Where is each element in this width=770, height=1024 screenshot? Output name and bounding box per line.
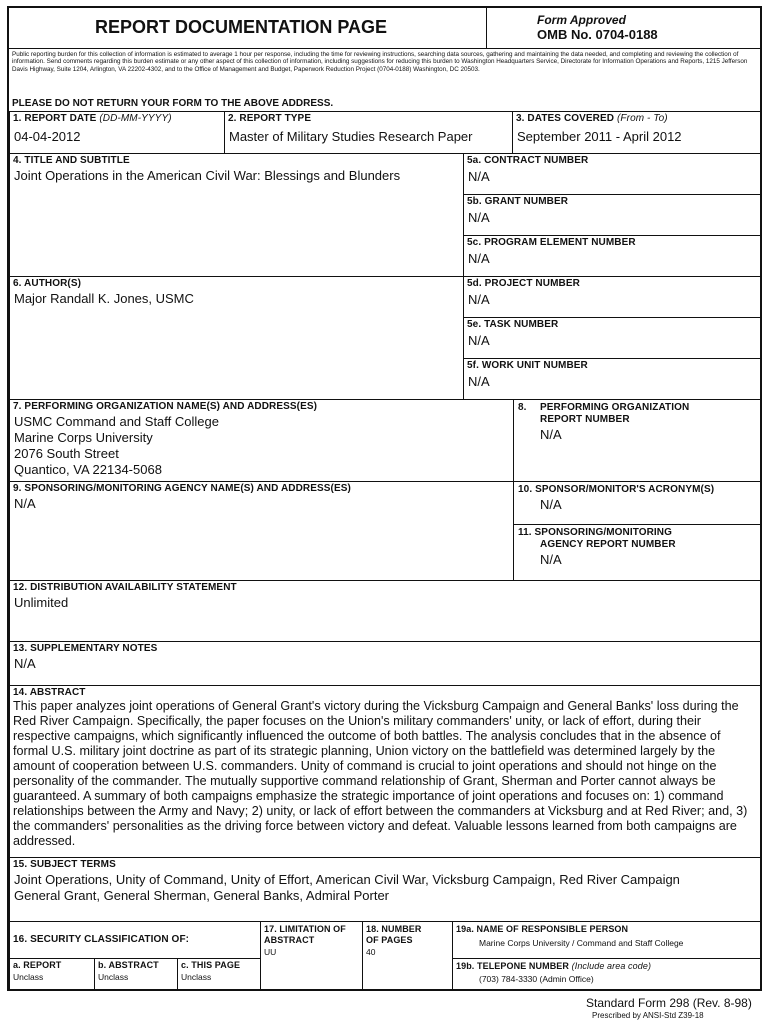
title-cell: [9, 153, 464, 277]
report-type-label: 2. REPORT TYPE: [228, 113, 312, 124]
subject-terms-cell: [9, 857, 762, 922]
telephone-value[interactable]: (703) 784-3330 (Admin Office): [479, 974, 594, 984]
subject-terms-label: 15. SUBJECT TERMS: [13, 859, 116, 870]
num-pages-label-2: OF PAGES: [366, 935, 413, 945]
report-date-cell: [9, 111, 225, 154]
report-date-hint: (DD-MM-YYYY): [99, 113, 172, 124]
performing-report-label-1: PERFORMING ORGANIZATION: [540, 402, 690, 413]
program-element-label: 5c. PROGRAM ELEMENT NUMBER: [467, 237, 636, 248]
security-abstract-value[interactable]: Unclass: [98, 972, 129, 982]
sponsor-acronym-value[interactable]: N/A: [540, 497, 562, 512]
security-abstract-cell: [94, 958, 178, 991]
project-number-value[interactable]: N/A: [468, 292, 490, 307]
burden-statement: Public reporting burden for this collection of information is estimated to average 1 hour per response, including the time for reviewing instructions, searching data sources, gathering and maintaining the data needed, and completing and reviewing the collection of information. Send comments regarding this burden estimate or any other aspect of this collection of information, including suggestions for reducing this burden to Washington Headquarters Service, Directorate for Information Operations and Reports, 1215 Jefferson Davis Highway, Suite 1204, Arlington, VA 22202-4302, and to the Office of Management and Budget, Paperwork Reduction Project (0704-0188) Washington, DC 20503.: [12, 51, 748, 73]
performing-report-num: 8.: [518, 402, 527, 413]
telephone-cell: [452, 958, 762, 991]
form-approved: Form Approved: [537, 13, 626, 27]
supplementary-cell: [9, 641, 762, 686]
performing-org-line[interactable]: Marine Corps University: [14, 430, 153, 445]
security-report-label: a. REPORT: [13, 960, 62, 970]
grant-number-cell: [463, 194, 762, 236]
dates-covered-label: 3. DATES COVERED: [516, 113, 615, 124]
security-abstract-label: b. ABSTRACT: [98, 960, 159, 970]
responsible-person-cell: [452, 921, 762, 959]
title-value[interactable]: Joint Operations in the American Civil War: Blessings and Blunders: [14, 168, 401, 183]
security-report-value[interactable]: Unclass: [13, 972, 44, 982]
subject-terms-line[interactable]: Joint Operations, Unity of Command, Unity of Effort, American Civil War, Vicksburg Campaign, Red River Campaign: [14, 872, 680, 887]
authors-label: 6. AUTHOR(S): [13, 278, 82, 289]
sponsoring-agency-label: 9. SPONSORING/MONITORING AGENCY NAME(S) AND ADDRESS(ES): [13, 483, 351, 494]
responsible-person-value[interactable]: Marine Corps University / Command and Staff College: [479, 938, 684, 948]
security-page-cell: [177, 958, 261, 991]
sponsoring-agency-value[interactable]: N/A: [14, 496, 36, 511]
report-date-value[interactable]: 04-04-2012: [14, 129, 81, 144]
contract-number-value[interactable]: N/A: [468, 169, 490, 184]
performing-org-line[interactable]: Quantico, VA 22134-5068: [14, 462, 162, 477]
work-unit-label: 5f. WORK UNIT NUMBER: [467, 360, 588, 371]
sponsor-acronym-label: 10. SPONSOR/MONITOR'S ACRONYM(S): [518, 484, 715, 495]
supplementary-label: 13. SUPPLEMENTARY NOTES: [13, 643, 158, 654]
responsible-person-label: 19a. NAME OF RESPONSIBLE PERSON: [456, 924, 629, 934]
security-classification-cell: [9, 921, 261, 959]
authors-value[interactable]: Major Randall K. Jones, USMC: [14, 291, 194, 306]
supplementary-value[interactable]: N/A: [14, 656, 36, 671]
num-pages-label-1: 18. NUMBER: [366, 924, 422, 934]
limitation-label-2: ABSTRACT: [264, 935, 315, 945]
dates-covered-hint: (From - To): [617, 113, 668, 124]
performing-org-line[interactable]: USMC Command and Staff College: [14, 414, 219, 429]
task-number-cell: [463, 317, 762, 359]
security-report-cell: [9, 958, 95, 991]
security-page-value[interactable]: Unclass: [181, 972, 212, 982]
report-type-value[interactable]: Master of Military Studies Research Paper: [229, 129, 473, 144]
performing-org-line[interactable]: 2076 South Street: [14, 446, 119, 461]
program-element-value[interactable]: N/A: [468, 251, 490, 266]
distribution-value[interactable]: Unlimited: [14, 595, 69, 610]
program-element-cell: [463, 235, 762, 277]
num-pages-cell: [362, 921, 453, 991]
contract-number-label: 5a. CONTRACT NUMBER: [467, 155, 589, 166]
performing-org-cell: [9, 399, 514, 482]
work-unit-value[interactable]: N/A: [468, 374, 490, 389]
telephone-label: 19b. TELEPONE NUMBER: [456, 961, 570, 971]
subject-terms-line[interactable]: General Grant, General Sherman, General Banks, Admiral Porter: [14, 888, 390, 903]
limitation-value[interactable]: UU: [264, 947, 277, 957]
project-number-label: 5d. PROJECT NUMBER: [467, 278, 580, 289]
performing-org-label: 7. PERFORMING ORGANIZATION NAME(S) AND ADDRESS(ES): [13, 401, 318, 412]
performing-report-cell: [513, 399, 762, 482]
omb-box: [487, 8, 762, 49]
task-number-label: 5e. TASK NUMBER: [467, 319, 559, 330]
performing-report-label-2: REPORT NUMBER: [540, 414, 630, 425]
dates-covered-cell: [512, 111, 762, 154]
grant-number-label: 5b. GRANT NUMBER: [467, 196, 569, 207]
title-label: 4. TITLE AND SUBTITLE: [13, 155, 130, 166]
standard-form-number: Standard Form 298 (Rev. 8-98): [586, 996, 752, 1010]
do-not-return-notice: PLEASE DO NOT RETURN YOUR FORM TO THE ABOVE ADDRESS.: [12, 98, 334, 109]
grant-number-value[interactable]: N/A: [468, 210, 490, 225]
prescribed-by: Prescribed by ANSI-Std Z39-18: [592, 1011, 704, 1020]
telephone-hint: (Include area code): [571, 961, 652, 971]
limitation-label-1: 17. LIMITATION OF: [264, 924, 346, 934]
distribution-label: 12. DISTRIBUTION AVAILABILITY STATEMENT: [13, 582, 237, 593]
sponsor-report-cell: [513, 524, 762, 581]
report-date-label: 1. REPORT DATE: [13, 113, 97, 124]
project-number-cell: [463, 276, 762, 318]
sponsoring-agency-cell: [9, 481, 514, 581]
authors-cell: [9, 276, 464, 400]
num-pages-value[interactable]: 40: [366, 947, 376, 957]
report-type-cell: [224, 111, 513, 154]
security-page-label: c. THIS PAGE: [181, 960, 241, 970]
security-classification-label: 16. SECURITY CLASSIFICATION OF:: [13, 934, 190, 945]
report-documentation-form: [7, 6, 762, 991]
sponsor-report-label-2: AGENCY REPORT NUMBER: [540, 539, 676, 550]
form-title: REPORT DOCUMENTATION PAGE: [95, 17, 387, 37]
omb-number: OMB No. 0704-0188: [537, 27, 658, 42]
work-unit-cell: [463, 358, 762, 400]
contract-number-cell: [463, 153, 762, 195]
task-number-value[interactable]: N/A: [468, 333, 490, 348]
abstract-label: 14. ABSTRACT: [13, 687, 86, 698]
sponsor-report-value[interactable]: N/A: [540, 552, 562, 567]
abstract-text[interactable]: This paper analyzes joint operations of General Grant's victory during the Vicksburg Campaign and General Banks' loss during the Red River Campaign. Specifically, the paper focuses on the Union's military commanders' unity, or lack of effort, during their respective campaigns, which significantly influenced the outcome of both battles. The analysis concludes that in the absence of formal U.S. military joint doctrine as part of its strategic planning, Union victory on the battlefield was determined largely by the amount of cooperation between U.S. commanders. Unity of command is crucial to joint operations and should not hinge on the personality of the commander. The mutually supportive command relationship of Grant, Sherman and Porter cannot always be guaranteed. A summary of both campaigns emphasize the strategic importance of joint operations and focuses on: 1) command relationships between the Army and Navy; 2) unity, or lack of effort between the commanders at Vicksburg and at Red River; and, 3) the commanders' personalities as the driving force between victory and defeat. Valuable lessons learned from both campaigns are addressed.: [13, 699, 748, 848]
sponsor-acronym-cell: [513, 481, 762, 525]
limitation-cell: [260, 921, 363, 991]
performing-report-value[interactable]: N/A: [540, 427, 562, 442]
sponsor-report-label-1: 11. SPONSORING/MONITORING: [518, 527, 673, 538]
distribution-cell: [9, 580, 762, 642]
form-title-box: [9, 8, 487, 49]
dates-covered-value[interactable]: September 2011 - April 2012: [517, 129, 682, 144]
